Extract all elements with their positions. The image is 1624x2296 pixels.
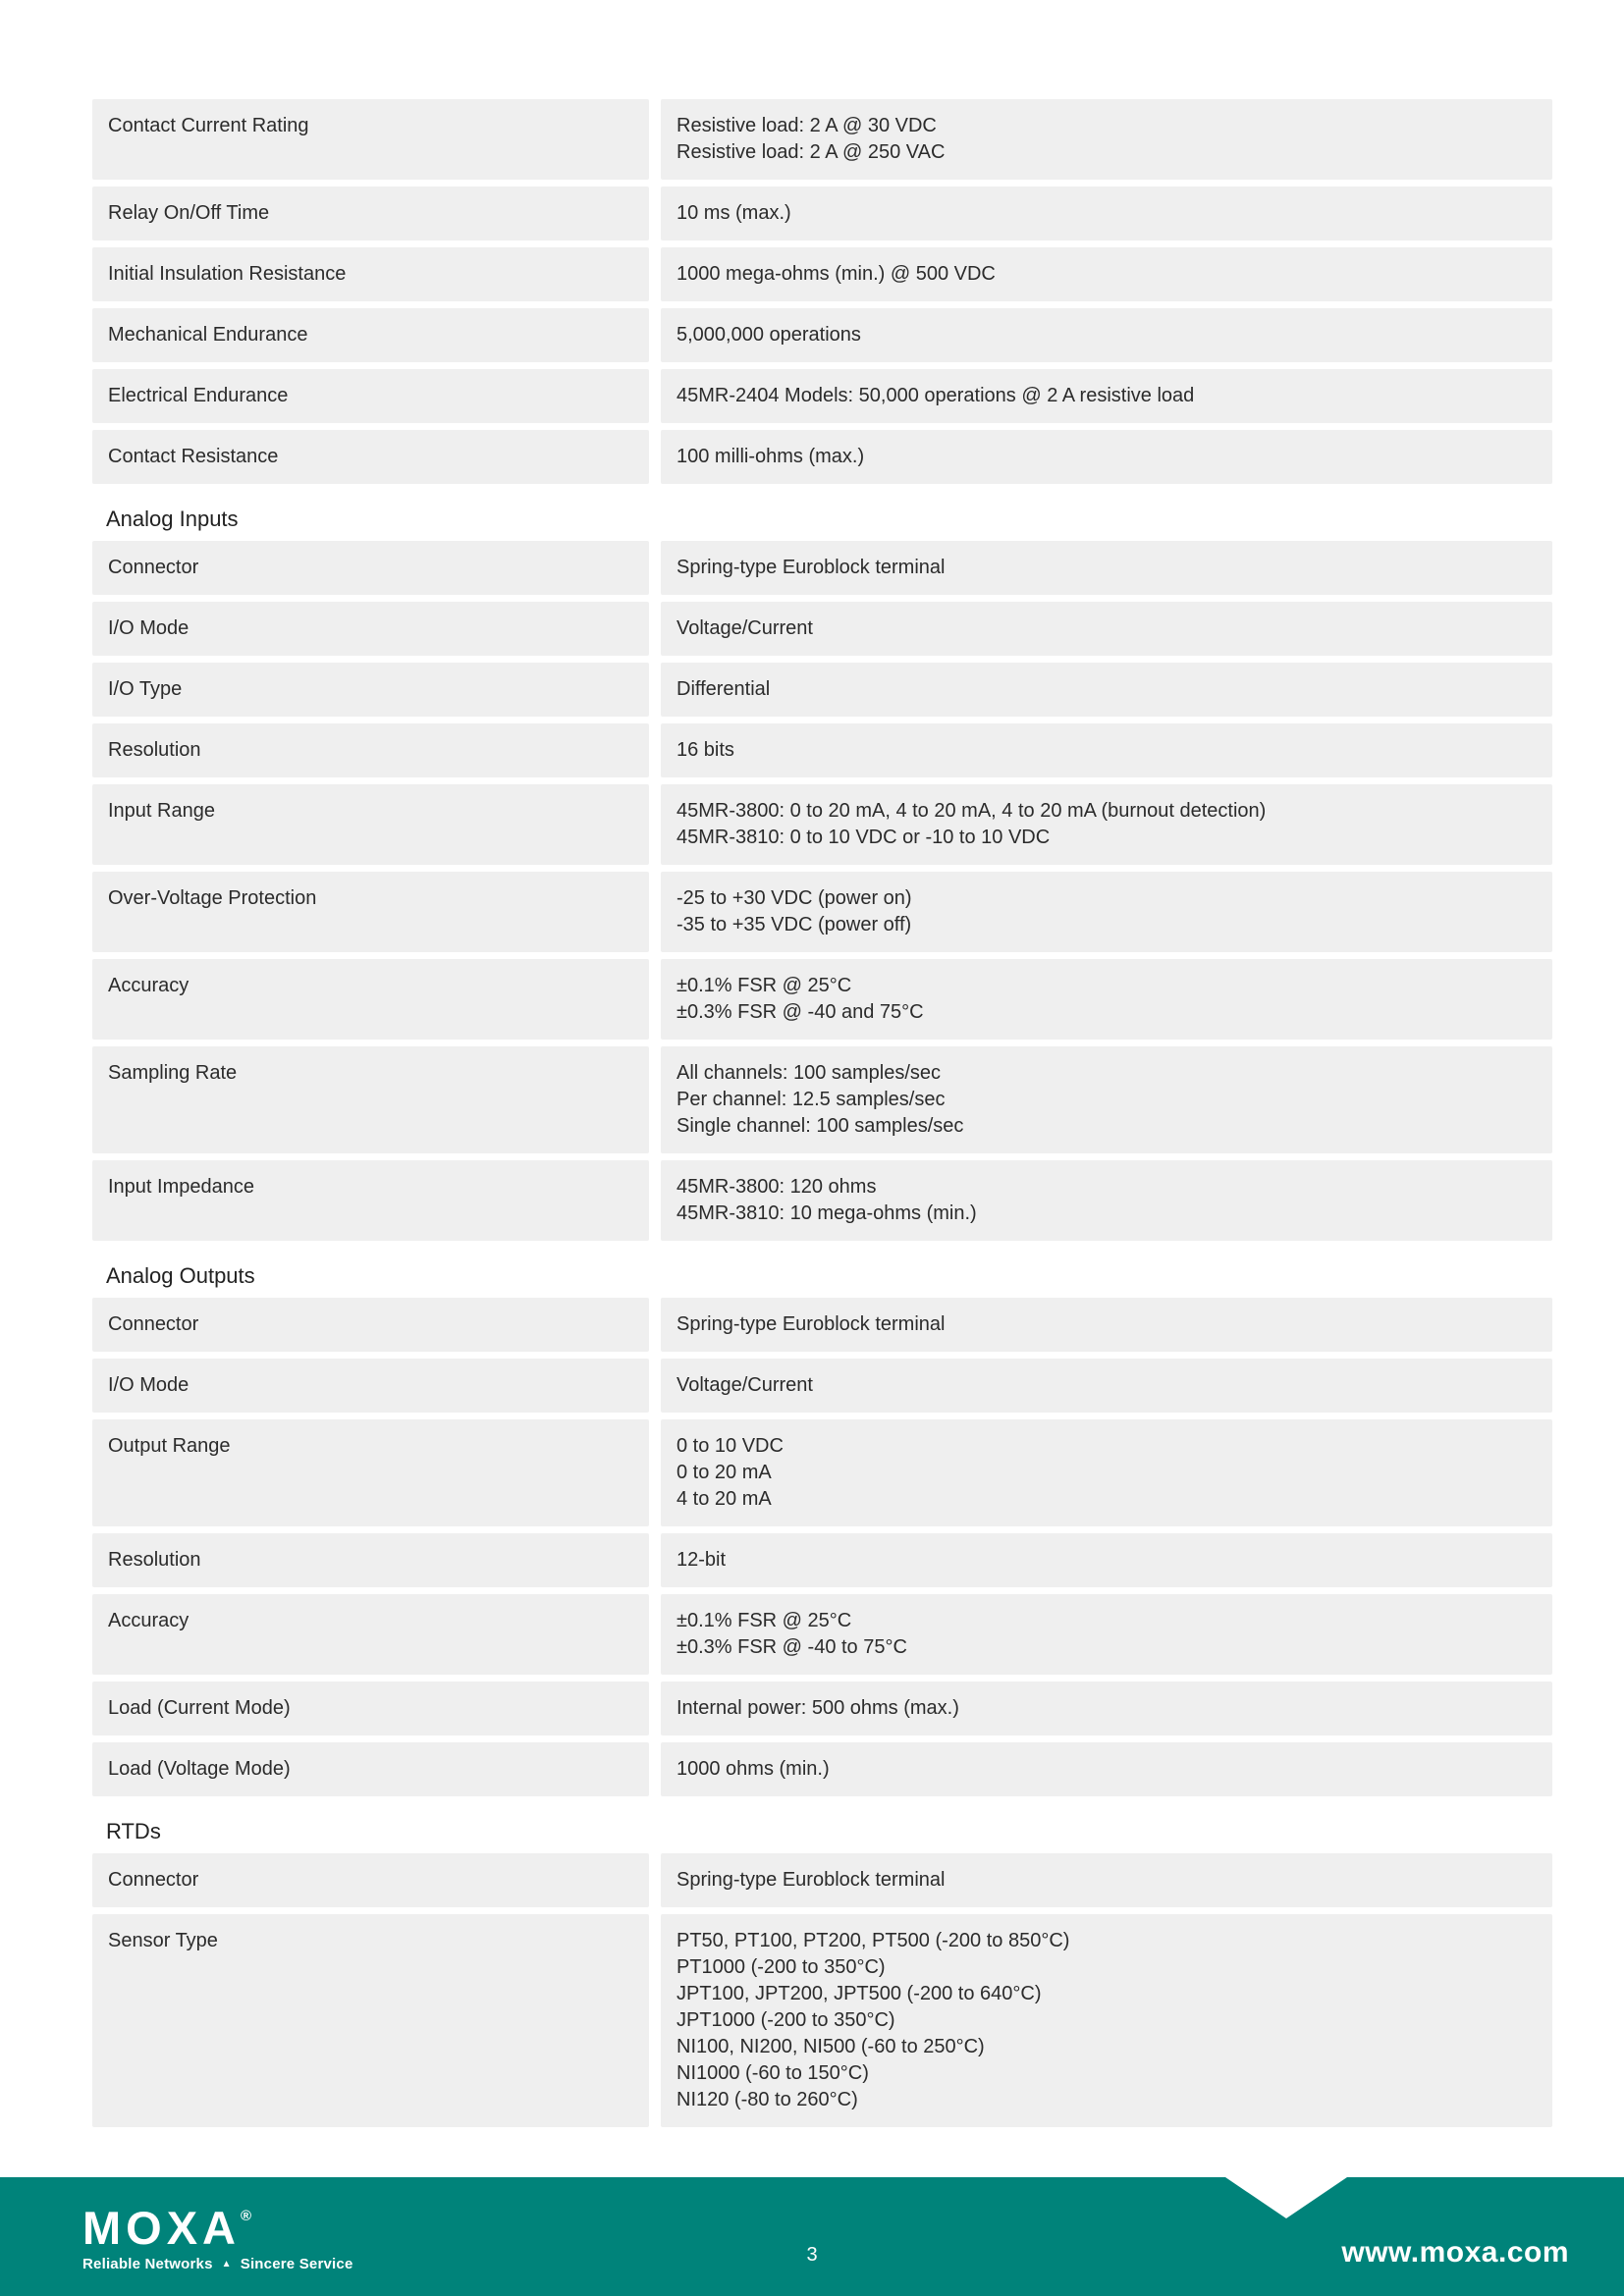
spec-label-cell: Load (Current Mode) — [92, 1682, 649, 1735]
spec-value-line: 4 to 20 mA — [677, 1488, 772, 1510]
spec-label-cell: Connector — [92, 541, 649, 595]
spec-row — [92, 1594, 1552, 1675]
spec-value-cell — [661, 872, 1552, 952]
tagline-right: Sincere Service — [240, 2256, 353, 2272]
spec-value-cell — [661, 1914, 1552, 2127]
spec-value-cell — [661, 1853, 1552, 1907]
spec-row — [92, 1046, 1552, 1153]
website-link[interactable]: www.moxa.com — [1341, 2236, 1569, 2269]
spec-value-line: NI120 (-80 to 260°C) — [677, 2089, 858, 2110]
spec-row — [92, 1533, 1552, 1587]
spec-value-cell — [661, 1742, 1552, 1796]
spec-value-line: 45MR-3810: 10 mega-ohms (min.) — [677, 1202, 977, 1224]
spec-label-cell: I/O Type — [92, 663, 649, 717]
spec-value-line: 0 to 20 mA — [677, 1462, 772, 1483]
spec-value-cell — [661, 602, 1552, 656]
spec-row — [92, 784, 1552, 865]
spec-value-line: Spring-type Euroblock terminal — [677, 557, 946, 578]
spec-label-cell: Contact Current Rating — [92, 99, 649, 180]
spec-value-line: 100 milli-ohms (max.) — [677, 446, 865, 467]
spec-label-cell: Accuracy — [92, 959, 649, 1040]
spec-label-cell: Accuracy — [92, 1594, 649, 1675]
spec-row — [92, 1742, 1552, 1796]
spec-label-cell: Sensor Type — [92, 1914, 649, 2127]
spec-value-line: 10 ms (max.) — [677, 202, 791, 224]
spec-value-cell — [661, 247, 1552, 301]
spec-value-line: PT1000 (-200 to 350°C) — [677, 1956, 886, 1978]
triangle-icon: ▲ — [221, 2258, 232, 2269]
spec-row — [92, 369, 1552, 423]
spec-value-cell — [661, 430, 1552, 484]
tagline-left: Reliable Networks — [82, 2256, 213, 2272]
spec-row — [92, 663, 1552, 717]
spec-value-line: Internal power: 500 ohms (max.) — [677, 1697, 959, 1719]
spec-value-cell — [661, 1682, 1552, 1735]
spec-value-cell — [661, 784, 1552, 865]
section-heading: Analog Inputs — [106, 507, 239, 531]
spec-row — [92, 187, 1552, 240]
spec-value-cell — [661, 1160, 1552, 1241]
spec-row — [92, 602, 1552, 656]
spec-value-line: Voltage/Current — [677, 1374, 813, 1396]
spec-row — [92, 1359, 1552, 1413]
spec-value-cell — [661, 959, 1552, 1040]
spec-value-line: Resistive load: 2 A @ 30 VDC — [677, 115, 937, 136]
spec-value-line: Differential — [677, 678, 771, 700]
spec-row — [92, 872, 1552, 952]
spec-value-cell — [661, 1298, 1552, 1352]
spec-label-cell: Input Impedance — [92, 1160, 649, 1241]
spec-label-cell: Connector — [92, 1298, 649, 1352]
spec-row — [92, 959, 1552, 1040]
spec-label-cell: Input Range — [92, 784, 649, 865]
down-arrow-notch-icon — [1225, 2177, 1347, 2218]
spec-value-line: Spring-type Euroblock terminal — [677, 1313, 946, 1335]
spec-label-cell: Electrical Endurance — [92, 369, 649, 423]
spec-value-line: ±0.3% FSR @ -40 to 75°C — [677, 1636, 907, 1658]
spec-row — [92, 247, 1552, 301]
spec-value-cell — [661, 369, 1552, 423]
page-number: 3 — [806, 2244, 818, 2266]
spec-label-cell: I/O Mode — [92, 1359, 649, 1413]
spec-value-cell — [661, 1419, 1552, 1526]
spec-row — [92, 1682, 1552, 1735]
spec-value-cell — [661, 1594, 1552, 1675]
spec-label-cell: Contact Resistance — [92, 430, 649, 484]
spec-value-line: PT50, PT100, PT200, PT500 (-200 to 850°C) — [677, 1930, 1070, 1951]
spec-row — [92, 723, 1552, 777]
spec-value-cell — [661, 1046, 1552, 1153]
spec-value-line: 1000 ohms (min.) — [677, 1758, 830, 1780]
spec-value-cell — [661, 308, 1552, 362]
spec-label-cell: I/O Mode — [92, 602, 649, 656]
spec-value-cell — [661, 663, 1552, 717]
spec-value-line: ±0.3% FSR @ -40 and 75°C — [677, 1001, 924, 1023]
spec-value-cell — [661, 99, 1552, 180]
spec-label-cell: Mechanical Endurance — [92, 308, 649, 362]
spec-label-cell: Resolution — [92, 1533, 649, 1587]
spec-value-line: NI1000 (-60 to 150°C) — [677, 2062, 869, 2084]
spec-value-line: Voltage/Current — [677, 617, 813, 639]
spec-value-line: -35 to +35 VDC (power off) — [677, 914, 912, 935]
spec-row — [92, 1853, 1552, 1907]
spec-value-line: Resistive load: 2 A @ 250 VAC — [677, 141, 946, 163]
spec-value-line: ±0.1% FSR @ 25°C — [677, 1610, 852, 1631]
spec-label-cell: Initial Insulation Resistance — [92, 247, 649, 301]
registered-mark: ® — [241, 2208, 252, 2224]
spec-row — [92, 1914, 1552, 2127]
spec-content — [92, 99, 1552, 2134]
spec-value-line: 45MR-2404 Models: 50,000 operations @ 2 A resistive load — [677, 385, 1195, 406]
logo-text: MOXA — [82, 2202, 241, 2254]
spec-row — [92, 1160, 1552, 1241]
spec-value-cell — [661, 723, 1552, 777]
spec-label-cell: Connector — [92, 1853, 649, 1907]
spec-value-line: NI100, NI200, NI500 (-60 to 250°C) — [677, 2036, 985, 2057]
spec-value-cell — [661, 1533, 1552, 1587]
spec-value-line: 5,000,000 operations — [677, 324, 861, 346]
spec-value-line: 45MR-3800: 120 ohms — [677, 1176, 877, 1198]
spec-value-line: 12-bit — [677, 1549, 727, 1571]
spec-row — [92, 99, 1552, 180]
spec-label-cell: Output Range — [92, 1419, 649, 1526]
section-heading: Analog Outputs — [106, 1263, 255, 1288]
spec-value-line: ±0.1% FSR @ 25°C — [677, 975, 852, 996]
spec-row — [92, 1298, 1552, 1352]
spec-value-line: Per channel: 12.5 samples/sec — [677, 1089, 946, 1110]
spec-value-line: JPT1000 (-200 to 350°C) — [677, 2009, 895, 2031]
spec-value-line: 16 bits — [677, 739, 734, 761]
spec-value-cell — [661, 541, 1552, 595]
spec-value-line: 45MR-3810: 0 to 10 VDC or -10 to 10 VDC — [677, 827, 1051, 848]
spec-label-cell: Relay On/Off Time — [92, 187, 649, 240]
spec-row — [92, 430, 1552, 484]
spec-row — [92, 308, 1552, 362]
section-heading: RTDs — [106, 1819, 161, 1843]
spec-label-cell: Resolution — [92, 723, 649, 777]
spec-value-line: Single channel: 100 samples/sec — [677, 1115, 964, 1137]
spec-label-cell: Sampling Rate — [92, 1046, 649, 1153]
spec-value-cell — [661, 1359, 1552, 1413]
spec-value-line: -25 to +30 VDC (power on) — [677, 887, 912, 909]
page-footer — [0, 2177, 1624, 2296]
spec-row — [92, 541, 1552, 595]
spec-value-line: Spring-type Euroblock terminal — [677, 1869, 946, 1891]
spec-value-line: 0 to 10 VDC — [677, 1435, 784, 1457]
spec-value-line: 45MR-3800: 0 to 20 mA, 4 to 20 mA, 4 to 20 mA (burnout detection) — [677, 800, 1267, 822]
spec-value-line: 1000 mega-ohms (min.) @ 500 VDC — [677, 263, 996, 285]
spec-value-line: JPT100, JPT200, JPT500 (-200 to 640°C) — [677, 1983, 1042, 2004]
spec-table — [92, 99, 1552, 2127]
spec-value-line: All channels: 100 samples/sec — [677, 1062, 942, 1084]
spec-label-cell: Over-Voltage Protection — [92, 872, 649, 952]
spec-label-cell: Load (Voltage Mode) — [92, 1742, 649, 1796]
spec-value-cell — [661, 187, 1552, 240]
spec-row — [92, 1419, 1552, 1526]
